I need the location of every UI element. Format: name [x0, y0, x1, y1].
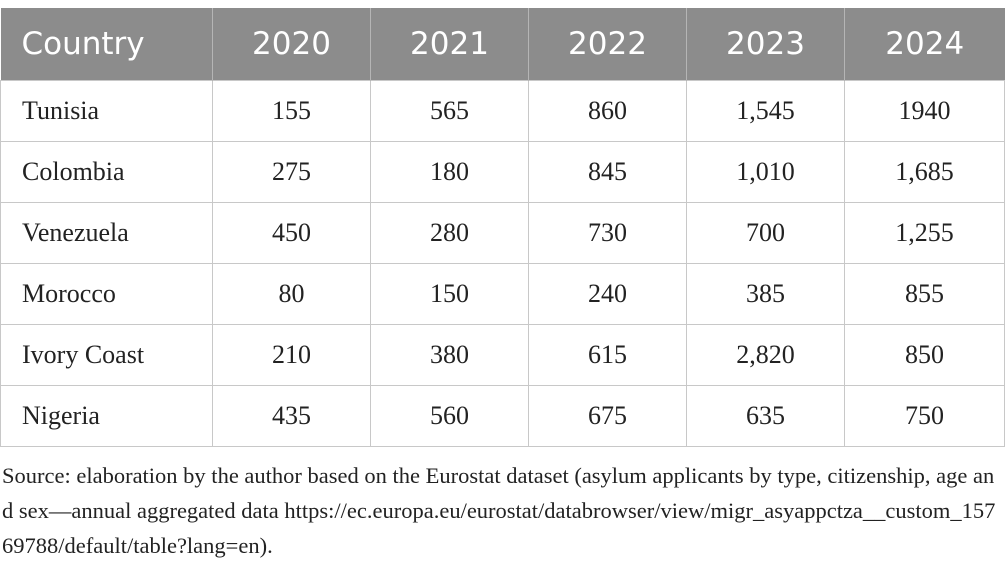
cell-value-2024: 1940 [845, 81, 1005, 142]
cell-value-2020: 435 [213, 386, 371, 447]
table-row [1, 264, 1005, 325]
header-country: Country [1, 8, 213, 81]
table-body [1, 81, 1005, 447]
table-row [1, 325, 1005, 386]
cell-value-2022: 615 [529, 325, 687, 386]
asylum-applicants-table [0, 8, 1005, 447]
cell-value-2024: 850 [845, 325, 1005, 386]
cell-country: Morocco [1, 264, 213, 325]
cell-country: Nigeria [1, 386, 213, 447]
cell-value-2021: 380 [371, 325, 529, 386]
cell-value-2023: 1,010 [687, 142, 845, 203]
table-row [1, 81, 1005, 142]
header-2024: 2024 [845, 8, 1005, 81]
data-table-container [0, 8, 1005, 447]
cell-value-2024: 750 [845, 386, 1005, 447]
cell-value-2022: 675 [529, 386, 687, 447]
cell-value-2020: 210 [213, 325, 371, 386]
cell-value-2023: 635 [687, 386, 845, 447]
header-row [1, 8, 1005, 81]
cell-value-2022: 240 [529, 264, 687, 325]
cell-country: Colombia [1, 142, 213, 203]
cell-value-2023: 700 [687, 203, 845, 264]
cell-value-2023: 2,820 [687, 325, 845, 386]
cell-value-2024: 1,685 [845, 142, 1005, 203]
cell-value-2020: 155 [213, 81, 371, 142]
cell-value-2024: 1,255 [845, 203, 1005, 264]
cell-country: Ivory Coast [1, 325, 213, 386]
cell-country: Venezuela [1, 203, 213, 264]
header-2023: 2023 [687, 8, 845, 81]
cell-value-2024: 855 [845, 264, 1005, 325]
table-row [1, 203, 1005, 264]
cell-value-2021: 150 [371, 264, 529, 325]
source-note: Source: elaboration by the author based on the Eurostat dataset (asylum applicants by type, citizenship, age and sex—annual aggregated data https://ec.europa.eu/eurostat/databrowser/view/migr_asyappctza__custom_15769788/default/table?lang=en). [2, 463, 996, 558]
cell-value-2023: 1,545 [687, 81, 845, 142]
cell-value-2021: 180 [371, 142, 529, 203]
cell-value-2021: 280 [371, 203, 529, 264]
cell-value-2022: 845 [529, 142, 687, 203]
cell-value-2021: 560 [371, 386, 529, 447]
table-row [1, 142, 1005, 203]
cell-value-2020: 275 [213, 142, 371, 203]
cell-country: Tunisia [1, 81, 213, 142]
header-2021: 2021 [371, 8, 529, 81]
header-2022: 2022 [529, 8, 687, 81]
table-row [1, 386, 1005, 447]
cell-value-2022: 730 [529, 203, 687, 264]
cell-value-2020: 450 [213, 203, 371, 264]
header-2020: 2020 [213, 8, 371, 81]
cell-value-2023: 385 [687, 264, 845, 325]
cell-value-2022: 860 [529, 81, 687, 142]
cell-value-2021: 565 [371, 81, 529, 142]
cell-value-2020: 80 [213, 264, 371, 325]
table-header [1, 8, 1005, 81]
